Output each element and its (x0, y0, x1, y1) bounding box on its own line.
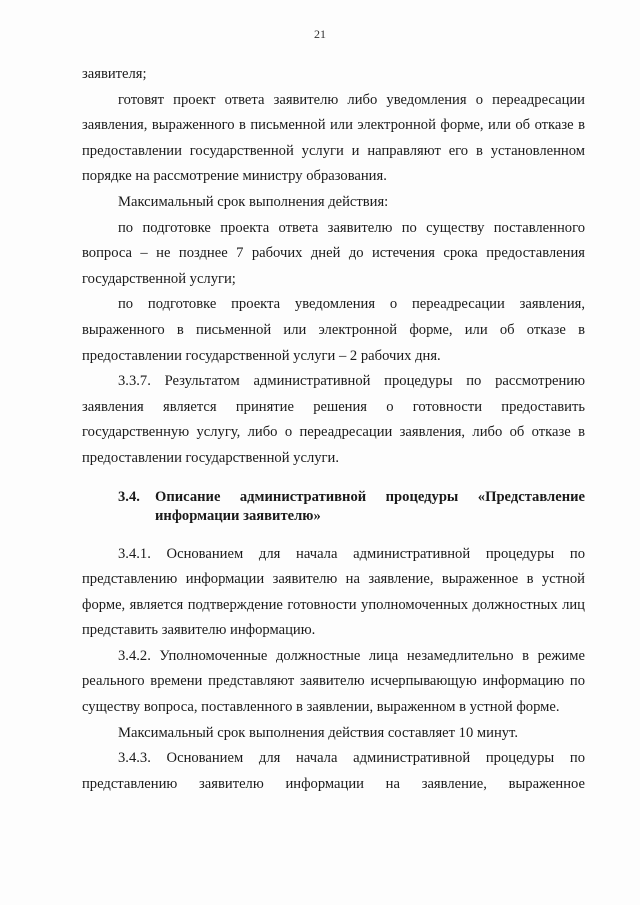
page-number: 21 (314, 27, 326, 41)
document-body (82, 62, 585, 797)
section-number: 3.4. (118, 488, 140, 505)
paragraph-max-term-heading: Максимальный срок выполнения действия: (118, 193, 389, 210)
paragraph-term-answer: по подготовке проекта ответа заявителю по существу поставленного вопроса – не позднее 7 рабочих дней до истечения срока предоставления государственной услуги; (82, 219, 585, 287)
paragraph-applicant-end: заявителя; (82, 66, 147, 82)
section-title: Описание административной процедуры «Представление информации заявителю» (155, 488, 585, 524)
paragraph-term-notice: по подготовке проекта уведомления о переадресации заявления, выраженного в письменной или электронной форме, или об отказе в предоставлении государственной услуги – 2 рабочих дня. (82, 296, 585, 364)
section-heading-3-4 (82, 488, 585, 526)
paragraph-3-4-1: 3.4.1. Основанием для начала административной процедуры по представлению информации заявителю на заявление, выраженное в устной форме, является подтверждение готовности уполномоченных должностных лиц представить заявителю информацию. (82, 545, 585, 639)
paragraph-3-3-7: 3.3.7. Результатом административной процедуры по рассмотрению заявления является принятие решения о готовности предоставить государственную услугу, либо о переадресации заявления, либо об отказе в предоставлении государственной услуги. (82, 373, 585, 466)
paragraph-max-term-10-min: Максимальный срок выполнения действия составляет 10 минут. (118, 724, 518, 741)
paragraph-3-4-3: 3.4.3. Основанием для начала административной процедуры по представлению заявителю информации на заявление, выраженное (82, 750, 585, 792)
paragraph-3-4-2: 3.4.2. Уполномоченные должностные лица незамедлительно в режиме реального времени представляют заявителю исчерпывающую информацию по существу вопроса, поставленного в заявлении, выраженном в устной форме. (82, 647, 585, 716)
paragraph-prepare-draft: готовят проект ответа заявителю либо уведомления о переадресации заявления, выраженного в письменной или электронной форме, или об отказе в предоставлении государственной услуги и направляют его в установленном порядке на рассмотрение министру образования. (82, 91, 585, 185)
